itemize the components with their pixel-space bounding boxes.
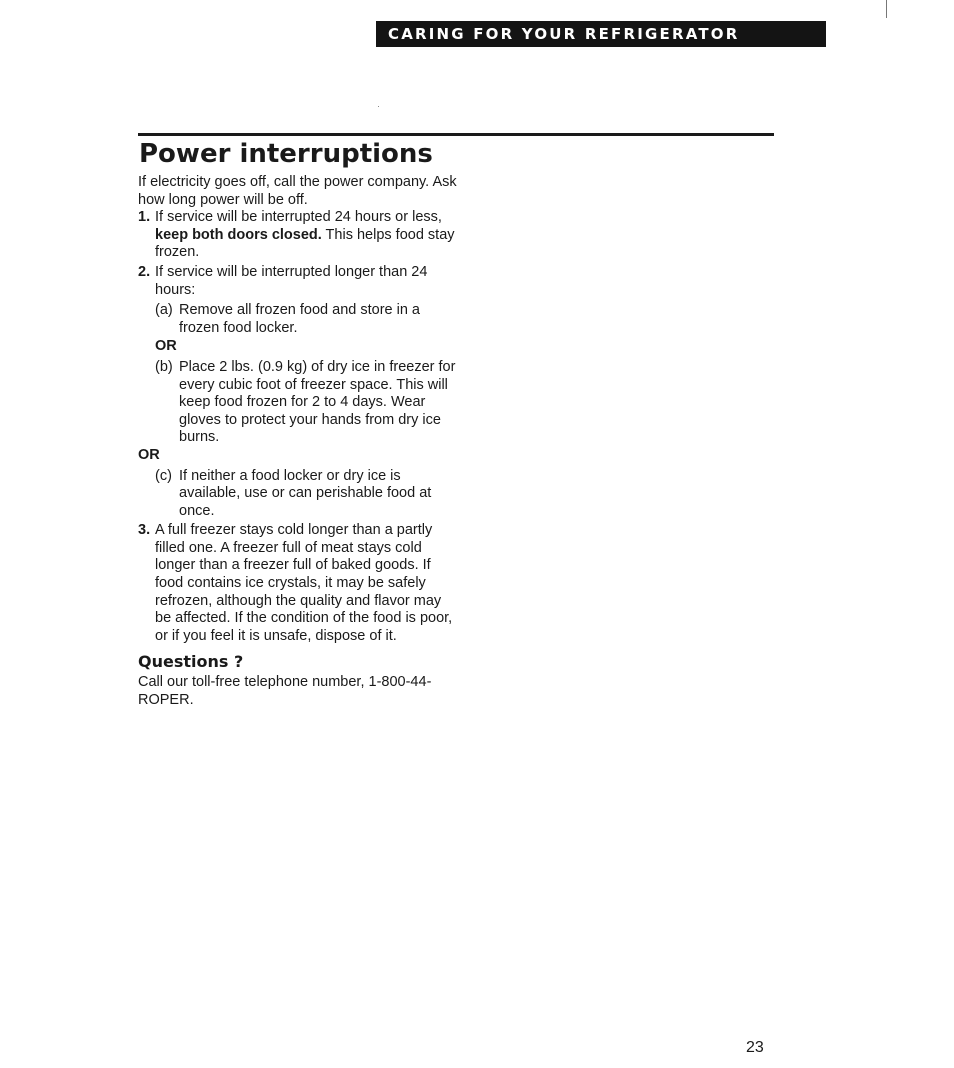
page-title: Power interruptions [139, 139, 433, 169]
item-text: A full freezer stays cold longer than a partly filled one. A freezer full of meat stays cold longer than a freezer full of baked goods. If food contains ice crystals, it may be safely refrozen, although the quality and flavor may be affected. If the condition of the food is poor, or if you feel it is unsafe, dispose of it. [155, 522, 453, 644]
or-label: OR [155, 338, 177, 355]
main-content [138, 174, 458, 710]
item-text: If service will be interrupted longer than 24 hours: [155, 263, 428, 298]
page-number: 23 [746, 1039, 764, 1056]
list-item-1 [138, 209, 458, 262]
option-text: Place 2 lbs. (0.9 kg) of dry ice in freezer for every cubic foot of freezer space. This will keep food frozen for 2 to 4 days. Wear gloves to protect your hands from dry ice burns. [179, 358, 456, 446]
option-text: Remove all frozen food and store in a frozen food locker. [179, 302, 420, 336]
option-a [138, 302, 458, 337]
section-banner: CARING FOR YOUR REFRIGERATOR [376, 21, 826, 47]
item-text: This helps food stay frozen. [155, 226, 455, 261]
scan-speck [378, 106, 379, 107]
intro-paragraph: If electricity goes off, call the power company. Ask how long power will be off. [138, 174, 457, 208]
option-text: If neither a food locker or dry ice is available, use or can perishable food at once. [179, 467, 432, 519]
list-item-2 [138, 264, 458, 299]
questions-text: Call our toll-free telephone number, 1-800-44-ROPER. [138, 674, 432, 709]
item-text: If service will be interrupted 24 hours or less, [155, 209, 442, 226]
option-letter: (b) [155, 358, 173, 375]
item-number: 3. [138, 522, 151, 539]
item-number: 2. [138, 263, 151, 280]
questions-heading: Questions ? [138, 652, 244, 672]
or-label: OR [138, 446, 160, 463]
option-letter: (a) [155, 302, 173, 319]
scan-edge-mark [886, 0, 887, 18]
option-letter: (c) [155, 467, 172, 484]
option-b [138, 359, 458, 447]
item-number: 1. [138, 209, 151, 226]
item-emphasis: keep both doors closed. [155, 226, 322, 243]
option-c [138, 468, 458, 521]
list-item-3 [138, 522, 458, 645]
